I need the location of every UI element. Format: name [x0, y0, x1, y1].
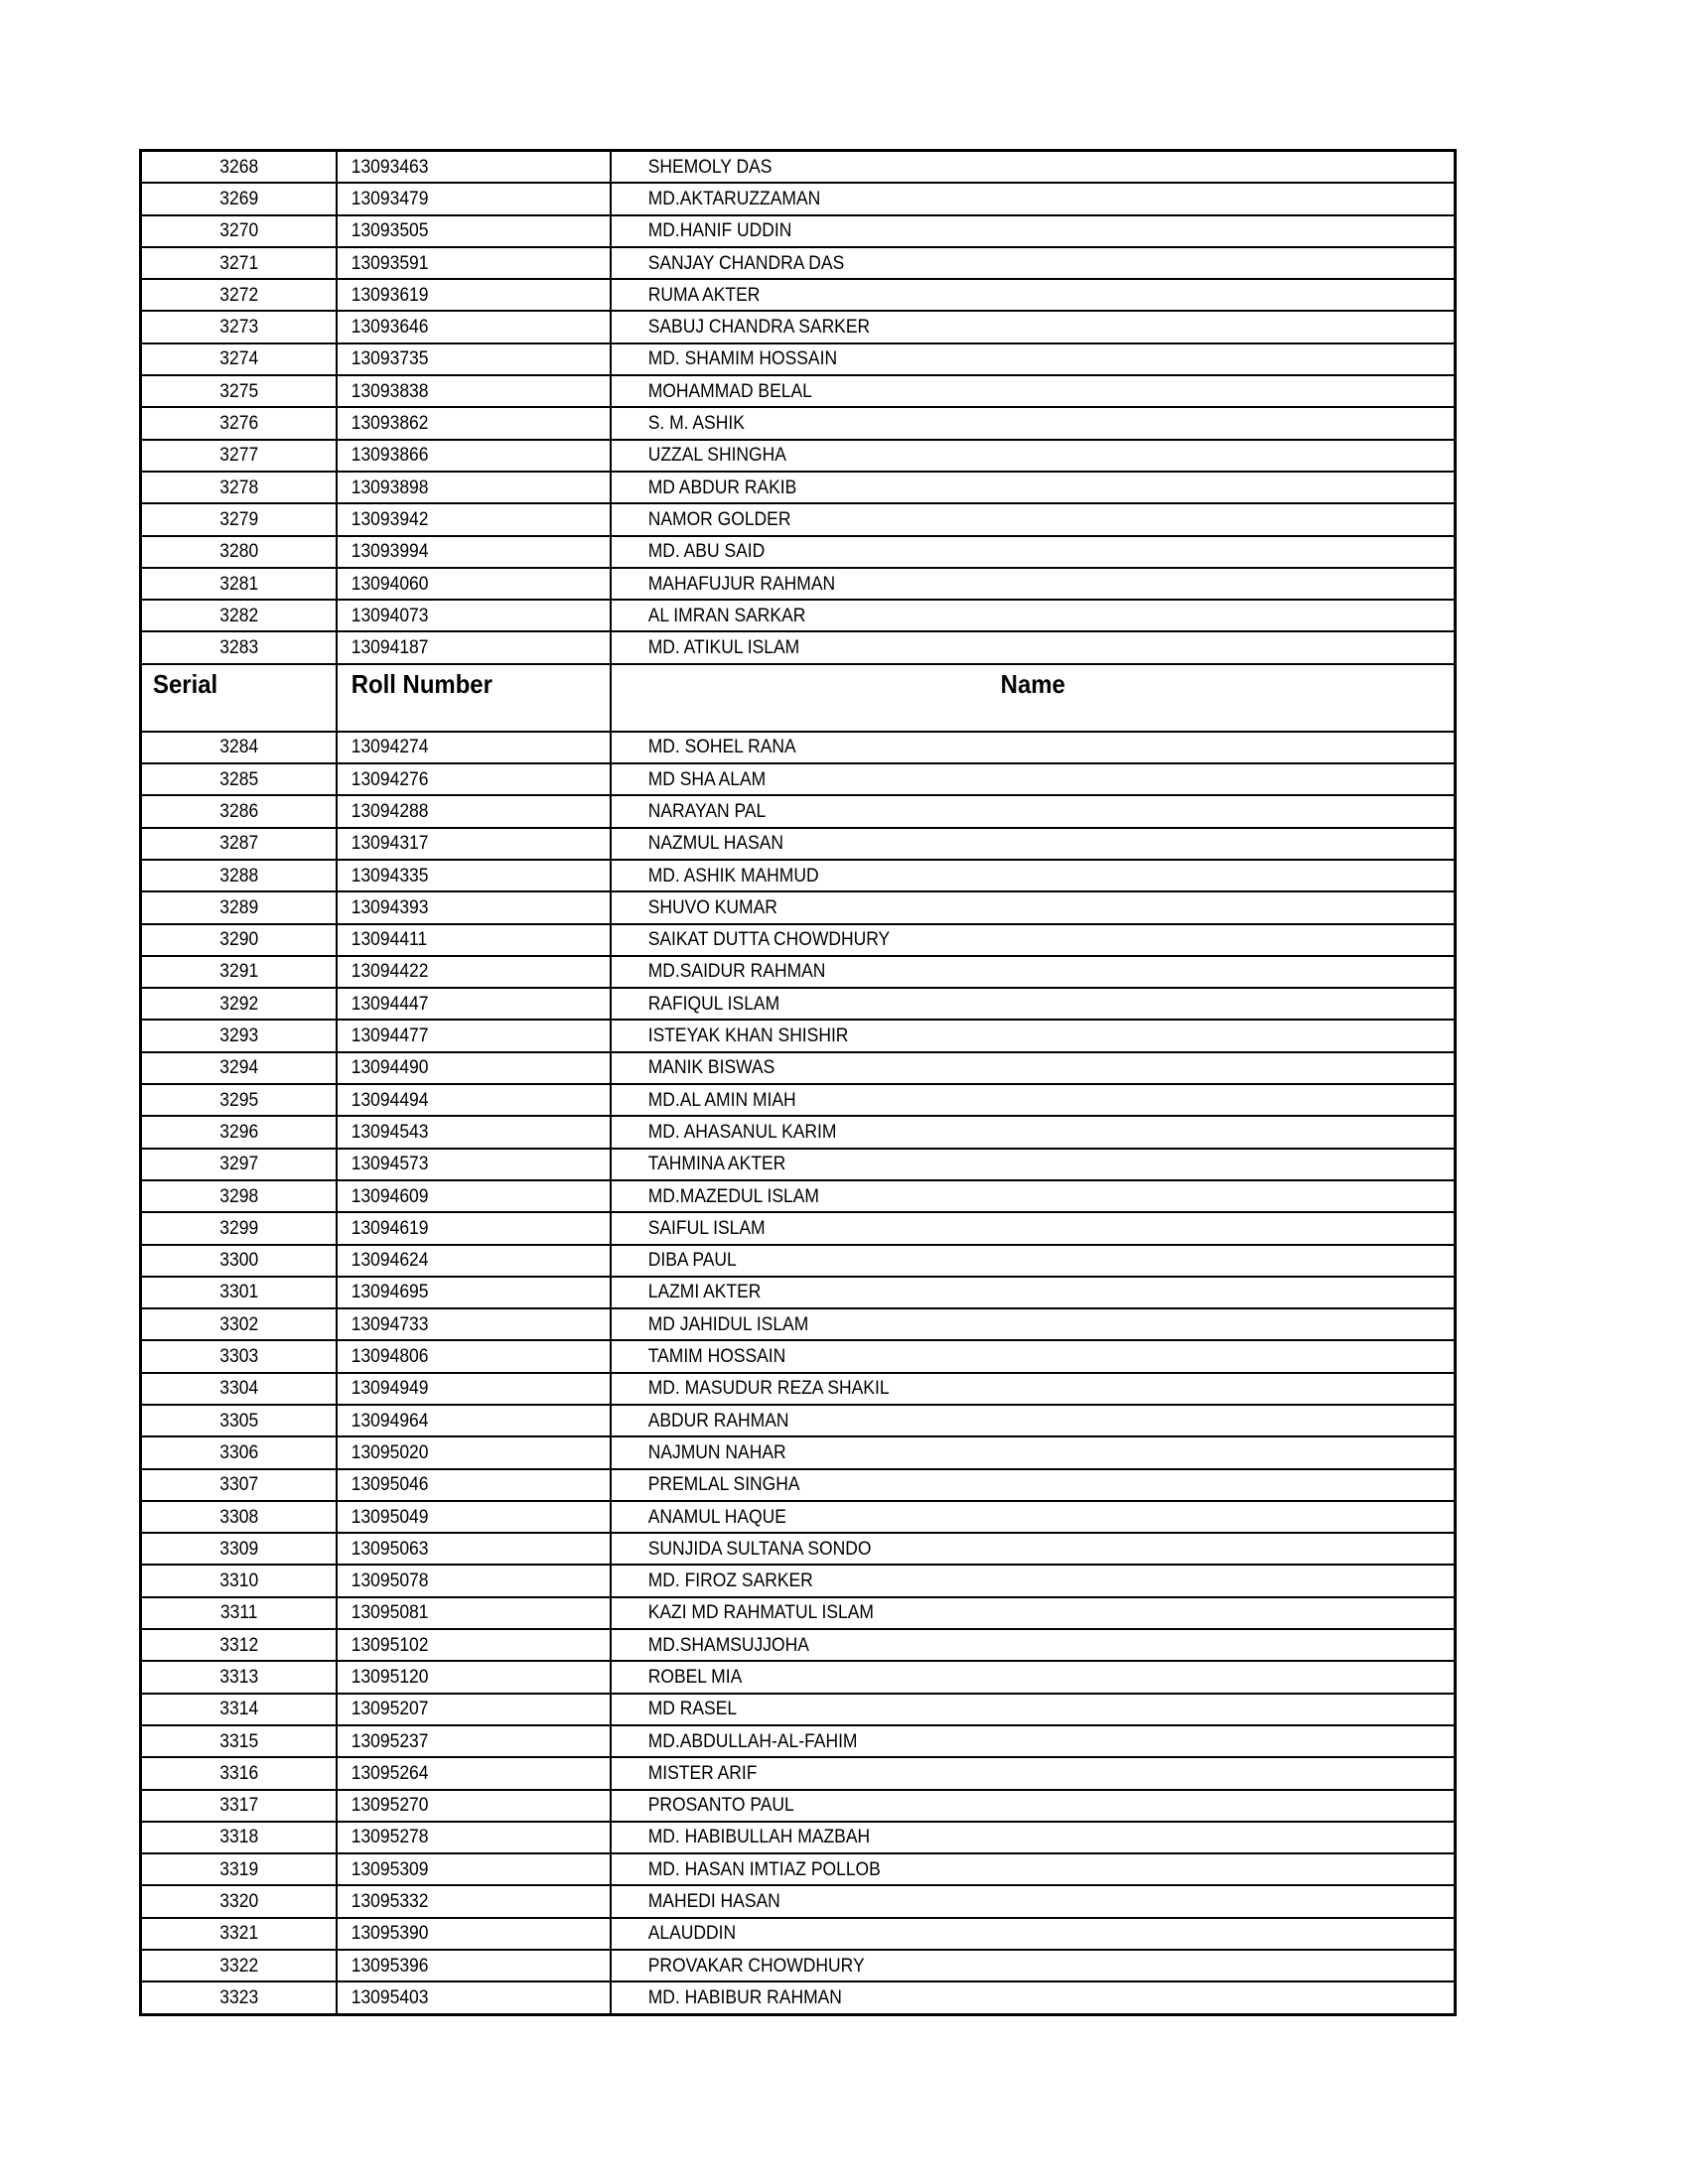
name-cell: MD RASEL	[644, 1694, 1422, 1725]
name-cell: MD.SHAMSUJJOHA	[644, 1629, 1422, 1661]
table-row	[141, 1116, 1456, 1148]
table-row	[141, 375, 1456, 407]
serial-cell: 3300	[148, 1245, 328, 1277]
table-row	[141, 1212, 1456, 1244]
roll-number-cell: 13095237	[348, 1725, 600, 1757]
name-cell: MD ABDUR RAKIB	[644, 472, 1422, 503]
roll-number-cell: 13095278	[348, 1822, 600, 1853]
table-row	[141, 1694, 1456, 1725]
roll-number-cell: 13094447	[348, 988, 600, 1020]
serial-cell: 3304	[148, 1373, 328, 1405]
table-row	[141, 503, 1456, 535]
table-row	[141, 440, 1456, 472]
name-cell: PROVAKAR CHOWDHURY	[644, 1950, 1422, 1981]
serial-cell: 3317	[148, 1790, 328, 1822]
name-cell: NAJMUN NAHAR	[644, 1436, 1422, 1468]
roll-number-cell: 13094393	[348, 891, 600, 923]
serial-cell: 3288	[148, 860, 328, 891]
table-row	[141, 1373, 1456, 1405]
name-cell: MD. AHASANUL KARIM	[644, 1116, 1422, 1148]
roll-number-cell: 13094335	[348, 860, 600, 891]
table-row	[141, 1950, 1456, 1981]
serial-cell: 3320	[148, 1885, 328, 1917]
serial-cell: 3279	[148, 503, 328, 535]
table-row	[141, 1277, 1456, 1308]
roll-number-cell: 13095078	[348, 1565, 600, 1596]
name-cell: RAFIQUL ISLAM	[644, 988, 1422, 1020]
table-row	[141, 1308, 1456, 1340]
table-row	[141, 1436, 1456, 1468]
roll-number-cell: 13093479	[348, 183, 600, 214]
roll-number-cell: 13093591	[348, 247, 600, 279]
header-name: Name	[644, 664, 1422, 732]
roll-number-cell: 13094949	[348, 1373, 600, 1405]
name-cell: SUNJIDA SULTANA SONDO	[644, 1533, 1422, 1565]
serial-cell: 3273	[148, 311, 328, 342]
roll-number-cell: 13094317	[348, 828, 600, 860]
rows-after-header	[141, 732, 1456, 2014]
table-row	[141, 763, 1456, 795]
roll-number-cell: 13095403	[348, 1981, 600, 2014]
serial-cell: 3309	[148, 1533, 328, 1565]
table-row	[141, 1501, 1456, 1533]
name-cell: MAHEDI HASAN	[644, 1885, 1422, 1917]
serial-cell: 3301	[148, 1277, 328, 1308]
serial-cell: 3319	[148, 1853, 328, 1885]
roll-number-cell: 13095270	[348, 1790, 600, 1822]
roll-number-cell: 13095207	[348, 1694, 600, 1725]
serial-cell: 3302	[148, 1308, 328, 1340]
roll-number-cell: 13093619	[348, 279, 600, 311]
roll-number-cell: 13095102	[348, 1629, 600, 1661]
name-cell: SHUVO KUMAR	[644, 891, 1422, 923]
name-cell: MD.SAIDUR RAHMAN	[644, 956, 1422, 988]
name-cell: NAMOR GOLDER	[644, 503, 1422, 535]
column-header	[141, 664, 1456, 732]
table-row	[141, 1597, 1456, 1629]
roll-number-cell: 13094733	[348, 1308, 600, 1340]
table-row	[141, 1981, 1456, 2014]
serial-cell: 3297	[148, 1149, 328, 1180]
roll-number-cell: 13094619	[348, 1212, 600, 1244]
roll-number-cell: 13094411	[348, 924, 600, 956]
serial-cell: 3305	[148, 1405, 328, 1436]
roll-number-cell: 13093898	[348, 472, 600, 503]
roll-number-cell: 13094695	[348, 1277, 600, 1308]
roll-number-cell: 13094543	[348, 1116, 600, 1148]
serial-cell: 3318	[148, 1822, 328, 1853]
table-row	[141, 311, 1456, 342]
table-row	[141, 1853, 1456, 1885]
table-row	[141, 183, 1456, 214]
name-cell: MANIK BISWAS	[644, 1052, 1422, 1084]
roll-number-cell: 13095046	[348, 1469, 600, 1501]
table-row	[141, 924, 1456, 956]
table-row	[141, 1340, 1456, 1372]
name-cell: MD. SHAMIM HOSSAIN	[644, 343, 1422, 375]
name-cell: KAZI MD RAHMATUL ISLAM	[644, 1597, 1422, 1629]
serial-cell: 3322	[148, 1950, 328, 1981]
table-row	[141, 795, 1456, 827]
name-cell: ALAUDDIN	[644, 1918, 1422, 1950]
serial-cell: 3313	[148, 1661, 328, 1693]
header-serial: Serial	[148, 664, 328, 732]
table-row	[141, 279, 1456, 311]
table-row	[141, 1885, 1456, 1917]
table-row	[141, 1790, 1456, 1822]
roll-number-cell: 13095396	[348, 1950, 600, 1981]
name-cell: S. M. ASHIK	[644, 407, 1422, 439]
table-row	[141, 343, 1456, 375]
serial-cell: 3307	[148, 1469, 328, 1501]
roll-number-cell: 13094073	[348, 600, 600, 631]
name-cell: SAIFUL ISLAM	[644, 1212, 1422, 1244]
table-row	[141, 1918, 1456, 1950]
table-row	[141, 472, 1456, 503]
serial-cell: 3310	[148, 1565, 328, 1596]
table-row	[141, 600, 1456, 631]
roll-number-cell: 13094494	[348, 1084, 600, 1116]
serial-cell: 3277	[148, 440, 328, 472]
serial-cell: 3278	[148, 472, 328, 503]
roll-number-cell: 13093646	[348, 311, 600, 342]
header-roll-number: Roll Number	[348, 664, 600, 732]
table-row	[141, 860, 1456, 891]
name-cell: SANJAY CHANDRA DAS	[644, 247, 1422, 279]
serial-cell: 3275	[148, 375, 328, 407]
name-cell: MOHAMMAD BELAL	[644, 375, 1422, 407]
serial-cell: 3292	[148, 988, 328, 1020]
serial-cell: 3282	[148, 600, 328, 631]
roll-number-cell: 13095309	[348, 1853, 600, 1885]
table-row	[141, 568, 1456, 600]
name-cell: MD. MASUDUR REZA SHAKIL	[644, 1373, 1422, 1405]
table-row	[141, 988, 1456, 1020]
roll-number-cell: 13094187	[348, 631, 600, 663]
name-cell: MD. HABIBULLAH MAZBAH	[644, 1822, 1422, 1853]
name-cell: ANAMUL HAQUE	[644, 1501, 1422, 1533]
rows-before-header	[141, 151, 1456, 664]
serial-cell: 3289	[148, 891, 328, 923]
table-row	[141, 1661, 1456, 1693]
name-cell: MD. FIROZ SARKER	[644, 1565, 1422, 1596]
roll-number-cell: 13094609	[348, 1180, 600, 1212]
table-row	[141, 1405, 1456, 1436]
serial-cell: 3276	[148, 407, 328, 439]
table-row	[141, 1020, 1456, 1051]
name-cell: ROBEL MIA	[644, 1661, 1422, 1693]
name-cell: NAZMUL HASAN	[644, 828, 1422, 860]
roll-number-cell: 13095120	[348, 1661, 600, 1693]
roll-number-cell: 13094573	[348, 1149, 600, 1180]
roll-number-cell: 13093862	[348, 407, 600, 439]
table-row	[141, 891, 1456, 923]
roll-number-cell: 13094274	[348, 732, 600, 763]
name-cell: PROSANTO PAUL	[644, 1790, 1422, 1822]
name-cell: RUMA AKTER	[644, 279, 1422, 311]
serial-cell: 3286	[148, 795, 328, 827]
name-cell: MAHAFUJUR RAHMAN	[644, 568, 1422, 600]
name-cell: MD JAHIDUL ISLAM	[644, 1308, 1422, 1340]
serial-cell: 3280	[148, 536, 328, 568]
roll-number-cell: 13095390	[348, 1918, 600, 1950]
roll-number-cell: 13094477	[348, 1020, 600, 1051]
name-cell: MD.AKTARUZZAMAN	[644, 183, 1422, 214]
serial-cell: 3274	[148, 343, 328, 375]
table-row	[141, 1629, 1456, 1661]
table-row	[141, 956, 1456, 988]
name-cell: ABDUR RAHMAN	[644, 1405, 1422, 1436]
name-cell: MD.AL AMIN MIAH	[644, 1084, 1422, 1116]
table-row	[141, 1149, 1456, 1180]
serial-cell: 3270	[148, 215, 328, 247]
results-table	[139, 149, 1457, 2016]
name-cell: AL IMRAN SARKAR	[644, 600, 1422, 631]
name-cell: DIBA PAUL	[644, 1245, 1422, 1277]
name-cell: NARAYAN PAL	[644, 795, 1422, 827]
table-row	[141, 1245, 1456, 1277]
roll-number-cell: 13095332	[348, 1885, 600, 1917]
table-row	[141, 1757, 1456, 1789]
roll-number-cell: 13093994	[348, 536, 600, 568]
roll-number-cell: 13095049	[348, 1501, 600, 1533]
table-row	[141, 1052, 1456, 1084]
table-row	[141, 1565, 1456, 1596]
table-row	[141, 151, 1456, 184]
serial-cell: 3321	[148, 1918, 328, 1950]
name-cell: MD. ASHIK MAHMUD	[644, 860, 1422, 891]
roll-number-cell: 13093463	[348, 151, 600, 184]
table-row	[141, 1180, 1456, 1212]
serial-cell: 3283	[148, 631, 328, 663]
name-cell: MD.HANIF UDDIN	[644, 215, 1422, 247]
serial-cell: 3290	[148, 924, 328, 956]
name-cell: MD. ABU SAID	[644, 536, 1422, 568]
serial-cell: 3311	[148, 1597, 328, 1629]
serial-cell: 3312	[148, 1629, 328, 1661]
name-cell: PREMLAL SINGHA	[644, 1469, 1422, 1501]
name-cell: LAZMI AKTER	[644, 1277, 1422, 1308]
table-row	[141, 1469, 1456, 1501]
serial-cell: 3308	[148, 1501, 328, 1533]
name-cell: SHEMOLY DAS	[644, 151, 1422, 184]
roll-number-cell: 13094276	[348, 763, 600, 795]
table-row	[141, 732, 1456, 763]
roll-number-cell: 13093735	[348, 343, 600, 375]
serial-cell: 3281	[148, 568, 328, 600]
table-row	[141, 215, 1456, 247]
table-row	[141, 407, 1456, 439]
serial-cell: 3323	[148, 1981, 328, 2014]
serial-cell: 3315	[148, 1725, 328, 1757]
table-row	[141, 1084, 1456, 1116]
table-row	[141, 631, 1456, 663]
roll-number-cell: 13095020	[348, 1436, 600, 1468]
name-cell: MD.MAZEDUL ISLAM	[644, 1180, 1422, 1212]
header-row	[141, 664, 1456, 732]
roll-number-cell: 13094964	[348, 1405, 600, 1436]
roll-number-cell: 13093942	[348, 503, 600, 535]
serial-cell: 3287	[148, 828, 328, 860]
roll-number-cell: 13095264	[348, 1757, 600, 1789]
roll-number-cell: 13094490	[348, 1052, 600, 1084]
serial-cell: 3303	[148, 1340, 328, 1372]
roll-number-cell: 13093838	[348, 375, 600, 407]
serial-cell: 3298	[148, 1180, 328, 1212]
name-cell: MD.ABDULLAH-AL-FAHIM	[644, 1725, 1422, 1757]
table-row	[141, 1533, 1456, 1565]
serial-cell: 3284	[148, 732, 328, 763]
name-cell: TAMIM HOSSAIN	[644, 1340, 1422, 1372]
serial-cell: 3285	[148, 763, 328, 795]
table-row	[141, 247, 1456, 279]
serial-cell: 3294	[148, 1052, 328, 1084]
table-row	[141, 1822, 1456, 1853]
name-cell: MISTER ARIF	[644, 1757, 1422, 1789]
serial-cell: 3299	[148, 1212, 328, 1244]
name-cell: UZZAL SHINGHA	[644, 440, 1422, 472]
table-row	[141, 536, 1456, 568]
name-cell: SAIKAT DUTTA CHOWDHURY	[644, 924, 1422, 956]
roll-number-cell: 13094288	[348, 795, 600, 827]
roll-number-cell: 13093505	[348, 215, 600, 247]
table-row	[141, 1725, 1456, 1757]
name-cell: MD. ATIKUL ISLAM	[644, 631, 1422, 663]
roll-number-cell: 13094060	[348, 568, 600, 600]
serial-cell: 3291	[148, 956, 328, 988]
name-cell: MD. SOHEL RANA	[644, 732, 1422, 763]
name-cell: ISTEYAK KHAN SHISHIR	[644, 1020, 1422, 1051]
serial-cell: 3296	[148, 1116, 328, 1148]
roll-number-cell: 13094624	[348, 1245, 600, 1277]
roll-number-cell: 13095081	[348, 1597, 600, 1629]
name-cell: SABUJ CHANDRA SARKER	[644, 311, 1422, 342]
roll-number-cell: 13095063	[348, 1533, 600, 1565]
name-cell: MD SHA ALAM	[644, 763, 1422, 795]
roll-number-cell: 13094422	[348, 956, 600, 988]
serial-cell: 3316	[148, 1757, 328, 1789]
name-cell: MD. HABIBUR RAHMAN	[644, 1981, 1422, 2014]
name-cell: MD. HASAN IMTIAZ POLLOB	[644, 1853, 1422, 1885]
roll-number-cell: 13094806	[348, 1340, 600, 1372]
serial-cell: 3293	[148, 1020, 328, 1051]
serial-cell: 3306	[148, 1436, 328, 1468]
serial-cell: 3295	[148, 1084, 328, 1116]
serial-cell: 3268	[148, 151, 328, 184]
serial-cell: 3269	[148, 183, 328, 214]
table-row	[141, 828, 1456, 860]
serial-cell: 3272	[148, 279, 328, 311]
name-cell: TAHMINA AKTER	[644, 1149, 1422, 1180]
roll-number-cell: 13093866	[348, 440, 600, 472]
serial-cell: 3271	[148, 247, 328, 279]
serial-cell: 3314	[148, 1694, 328, 1725]
